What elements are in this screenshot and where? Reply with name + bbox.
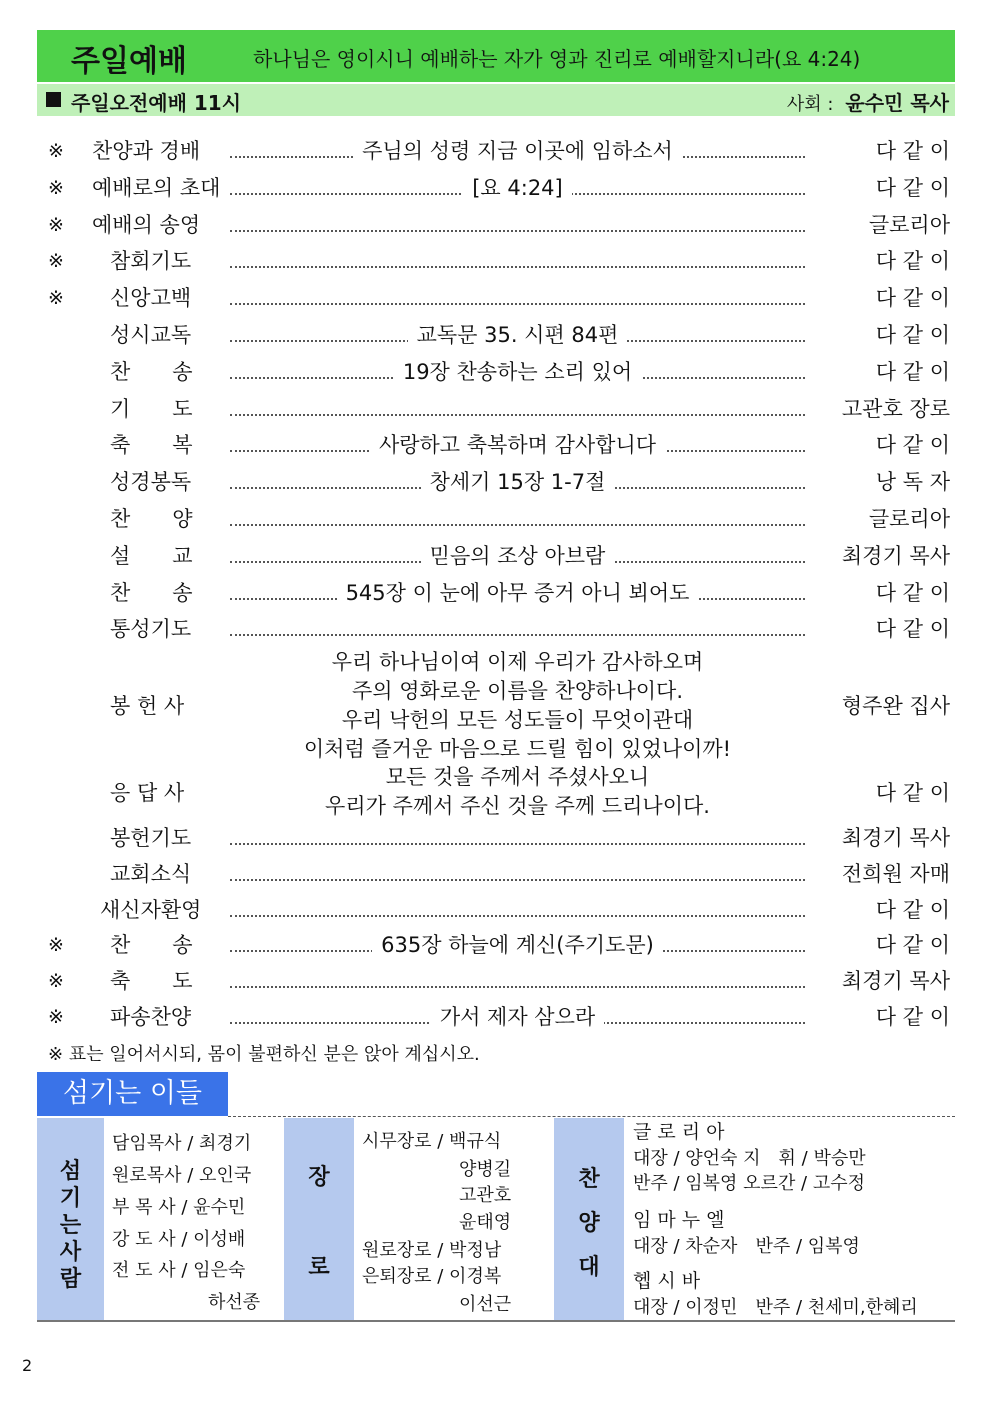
order-item-label: 기 도	[110, 396, 193, 421]
order-item-label: 봉헌기도	[110, 826, 192, 850]
elder-item: 시무장로 / 백규식	[362, 1131, 502, 1152]
order-item	[0, 501, 992, 537]
category-char: 로	[308, 1255, 330, 1280]
order-item-leader: 최경기 목사	[841, 969, 950, 993]
order-item	[0, 892, 992, 928]
order-item	[0, 243, 992, 279]
order-item-leader: 다 같 이	[875, 175, 950, 200]
order-item-leader: 다 같 이	[875, 433, 950, 458]
response-line: 모든 것을 주께서 주셨사오니	[385, 765, 650, 789]
order-item-label: 찬 송	[110, 359, 193, 384]
dotted-leader	[230, 524, 805, 526]
order-item	[0, 391, 992, 427]
order-item-leader: 다 같 이	[875, 286, 950, 311]
elder-item: 양병길	[459, 1159, 512, 1180]
response-leader: 다 같 이	[875, 781, 950, 805]
response-label: 응 답 사	[110, 781, 185, 805]
page-number: 2	[22, 1356, 33, 1375]
response-line: 우리가 주께서 주신 것을 주께 드리나이다.	[325, 794, 710, 818]
order-item-detail	[230, 927, 805, 963]
order-item-label: 참회기도	[110, 249, 192, 274]
elder-item: 은퇴장로 / 이경복	[362, 1266, 502, 1287]
serve-category-choir	[554, 1118, 624, 1320]
choir-name: 임 마 누 엘	[633, 1209, 725, 1231]
offering-label: 봉 헌 사	[110, 694, 185, 718]
order-item-label: 성경봉독	[110, 470, 192, 495]
staff-item: 하선종	[208, 1292, 261, 1313]
choir-name: 글 로 리 아	[633, 1121, 725, 1143]
order-item	[0, 170, 992, 206]
order-item	[0, 538, 992, 574]
order-item-detail	[230, 133, 805, 169]
order-item-detail	[230, 317, 805, 353]
order-item-label: 신앙고백	[110, 286, 192, 311]
divider	[37, 1320, 955, 1322]
header-verse: 하나님은 영이시니 예배하는 자가 영과 진리로 예배할지니라(요 4:24)	[253, 47, 861, 71]
order-item-leader: 다 같 이	[875, 359, 950, 384]
standing-mark: ※	[48, 250, 64, 273]
serve-section-title: 섬기는 이들	[37, 1072, 228, 1116]
order-item	[0, 963, 992, 999]
choir-line: 대장 / 차순자 반주 / 임복영	[633, 1236, 860, 1257]
order-item-leader: 고관호 장로	[841, 396, 950, 421]
offering-text	[230, 648, 805, 764]
order-item-detail-text: [요 4:24]	[463, 176, 572, 200]
divider	[228, 1116, 955, 1117]
standing-mark: ※	[48, 1006, 64, 1028]
order-item-label: 찬 양	[110, 507, 193, 531]
order-item-leader: 최경기 목사	[841, 826, 950, 850]
dotted-leader	[230, 303, 805, 305]
standing-mark: ※	[48, 140, 64, 162]
dotted-leader	[230, 230, 805, 232]
order-item	[0, 133, 992, 169]
order-item-leader: 다 같 이	[875, 249, 950, 274]
order-item-detail-text: 가서 제자 삼으라	[431, 1005, 604, 1029]
order-item-leader: 다 같 이	[875, 617, 950, 642]
order-item-leader: 낭 독 자	[875, 470, 950, 495]
offering-line: 주의 영화로운 이름을 찬양하나이다.	[352, 679, 683, 703]
order-item-label: 예배의 송영	[92, 212, 201, 237]
response-text	[230, 763, 805, 821]
category-char: 섬	[59, 1159, 82, 1184]
order-item-detail-text: 19장 찬송하는 소리 있어	[394, 360, 641, 384]
order-item-label: 통성기도	[110, 617, 192, 642]
category-char: 는	[59, 1213, 82, 1238]
order-item-detail	[230, 999, 805, 1035]
staff-item: 강 도 사 / 이성배	[112, 1229, 246, 1250]
order-item-detail	[230, 538, 805, 574]
order-item	[0, 999, 992, 1035]
order-item-detail	[230, 170, 805, 206]
order-item	[0, 856, 992, 892]
order-item-detail	[230, 354, 805, 390]
dotted-leader	[230, 915, 805, 917]
choir-line: 대장 / 이정민 반주 / 천세미,한혜리	[633, 1297, 918, 1318]
order-item-detail-text: 주님의 성령 지금 이곳에 임하소서	[353, 139, 682, 163]
host-label: 사회 :	[786, 94, 834, 115]
elder-item: 원로장로 / 박정남	[362, 1240, 502, 1261]
order-item-label: 찬 송	[110, 580, 193, 605]
order-item-label: 새신자환영	[100, 898, 202, 922]
order-item-leader: 글로리아	[868, 212, 950, 237]
order-item-detail-text: 635장 하늘에 계신(주기도문)	[372, 933, 663, 957]
dotted-leader	[230, 986, 805, 988]
order-item-detail-text: 창세기 15장 1-7절	[421, 470, 615, 494]
page-header	[37, 30, 955, 82]
serve-category-staff	[37, 1118, 104, 1320]
order-item-label: 예배로의 초대	[92, 175, 221, 200]
standing-mark: ※	[48, 970, 64, 992]
staff-item: 담임목사 / 최경기	[112, 1133, 252, 1154]
offering-line: 우리 낙헌의 모든 성도들이 무엇이관대	[341, 708, 694, 732]
order-item-leader: 최경기 목사	[841, 543, 950, 568]
order-item-leader: 다 같 이	[875, 139, 950, 163]
offering-line: 우리 하나님이여 이제 우리가 감사하오며	[331, 650, 704, 674]
order-item-detail-text: 교독문 35. 시편 84편	[408, 323, 628, 347]
category-char: 람	[59, 1267, 82, 1292]
order-item	[0, 820, 992, 856]
dotted-leader	[230, 266, 805, 268]
order-item-detail	[230, 427, 805, 463]
dotted-leader	[230, 879, 805, 881]
service-name: 주일오전예배 11시	[71, 91, 242, 115]
order-item-label: 성시교독	[110, 323, 192, 347]
standing-note: ※ 표는 일어서시되, 몸이 불편하신 분은 앉아 계십시오.	[48, 1044, 480, 1065]
order-item	[0, 927, 992, 963]
offering-leader: 형주완 집사	[841, 694, 950, 718]
page-title: 주일예배	[71, 44, 187, 79]
category-char: 양	[578, 1211, 600, 1236]
order-item	[0, 427, 992, 463]
category-char: 사	[59, 1240, 82, 1265]
category-char: 찬	[578, 1167, 600, 1192]
offering-line: 이처럼 즐거운 마음으로 드릴 힘이 있었나이까!	[303, 737, 732, 761]
order-item-detail-text: 545장 이 눈에 아무 증거 아니 뵈어도	[337, 581, 699, 605]
category-char: 장	[308, 1165, 330, 1190]
order-item	[0, 575, 992, 611]
service-bar	[37, 84, 955, 116]
order-item-leader: 다 같 이	[875, 933, 950, 957]
order-item-label: 축 복	[110, 433, 193, 458]
square-bullet-icon	[46, 92, 61, 107]
staff-item: 부 목 사 / 윤수민	[112, 1197, 246, 1218]
choir-line: 대장 / 양언숙 지 휘 / 박승만	[633, 1148, 866, 1169]
order-item-leader: 다 같 이	[875, 323, 950, 347]
dotted-leader	[230, 843, 805, 845]
order-item-leader: 다 같 이	[875, 580, 950, 605]
order-item-leader: 다 같 이	[875, 898, 950, 922]
order-item-leader: 전희원 자매	[841, 862, 950, 886]
order-item	[0, 207, 992, 243]
standing-mark: ※	[48, 934, 64, 956]
serve-category-elders	[284, 1118, 354, 1320]
order-item-label: 설 교	[110, 543, 193, 568]
order-item-label: 축 도	[110, 969, 193, 993]
order-item-label: 파송찬양	[110, 1005, 192, 1029]
standing-mark: ※	[48, 213, 64, 236]
category-char: 기	[59, 1186, 82, 1211]
order-item-detail	[230, 575, 805, 611]
order-item-label: 교회소식	[110, 862, 192, 886]
order-item	[0, 611, 992, 647]
staff-item: 원로목사 / 오인국	[112, 1165, 252, 1186]
dotted-leader	[230, 634, 805, 636]
order-item	[0, 354, 992, 390]
order-item-detail-text: 믿음의 조상 아브람	[421, 544, 615, 568]
order-item	[0, 280, 992, 316]
category-char: 대	[578, 1255, 600, 1280]
service-host	[787, 87, 949, 116]
elder-item: 고관호	[459, 1185, 512, 1206]
order-item-detail	[230, 464, 805, 500]
choir-line: 반주 / 임복영 오르간 / 고수정	[633, 1173, 866, 1194]
staff-item: 전 도 사 / 임은숙	[112, 1260, 246, 1281]
order-item	[0, 317, 992, 353]
dotted-leader	[230, 414, 805, 416]
choir-name: 헵 시 바	[633, 1270, 701, 1292]
order-item-leader: 글로리아	[868, 507, 950, 531]
order-item-label: 찬 송	[110, 933, 193, 957]
order-item-detail-text: 사랑하고 축복하며 감사합니다	[370, 433, 665, 457]
elder-item: 윤태영	[459, 1212, 512, 1233]
order-item	[0, 464, 992, 500]
order-item-leader: 다 같 이	[875, 1005, 950, 1029]
standing-mark: ※	[48, 287, 64, 310]
order-item-label: 찬양과 경배	[92, 139, 201, 163]
elder-item: 이선근	[459, 1294, 512, 1315]
standing-mark: ※	[48, 176, 64, 199]
host-name: 윤수민 목사	[845, 91, 949, 115]
